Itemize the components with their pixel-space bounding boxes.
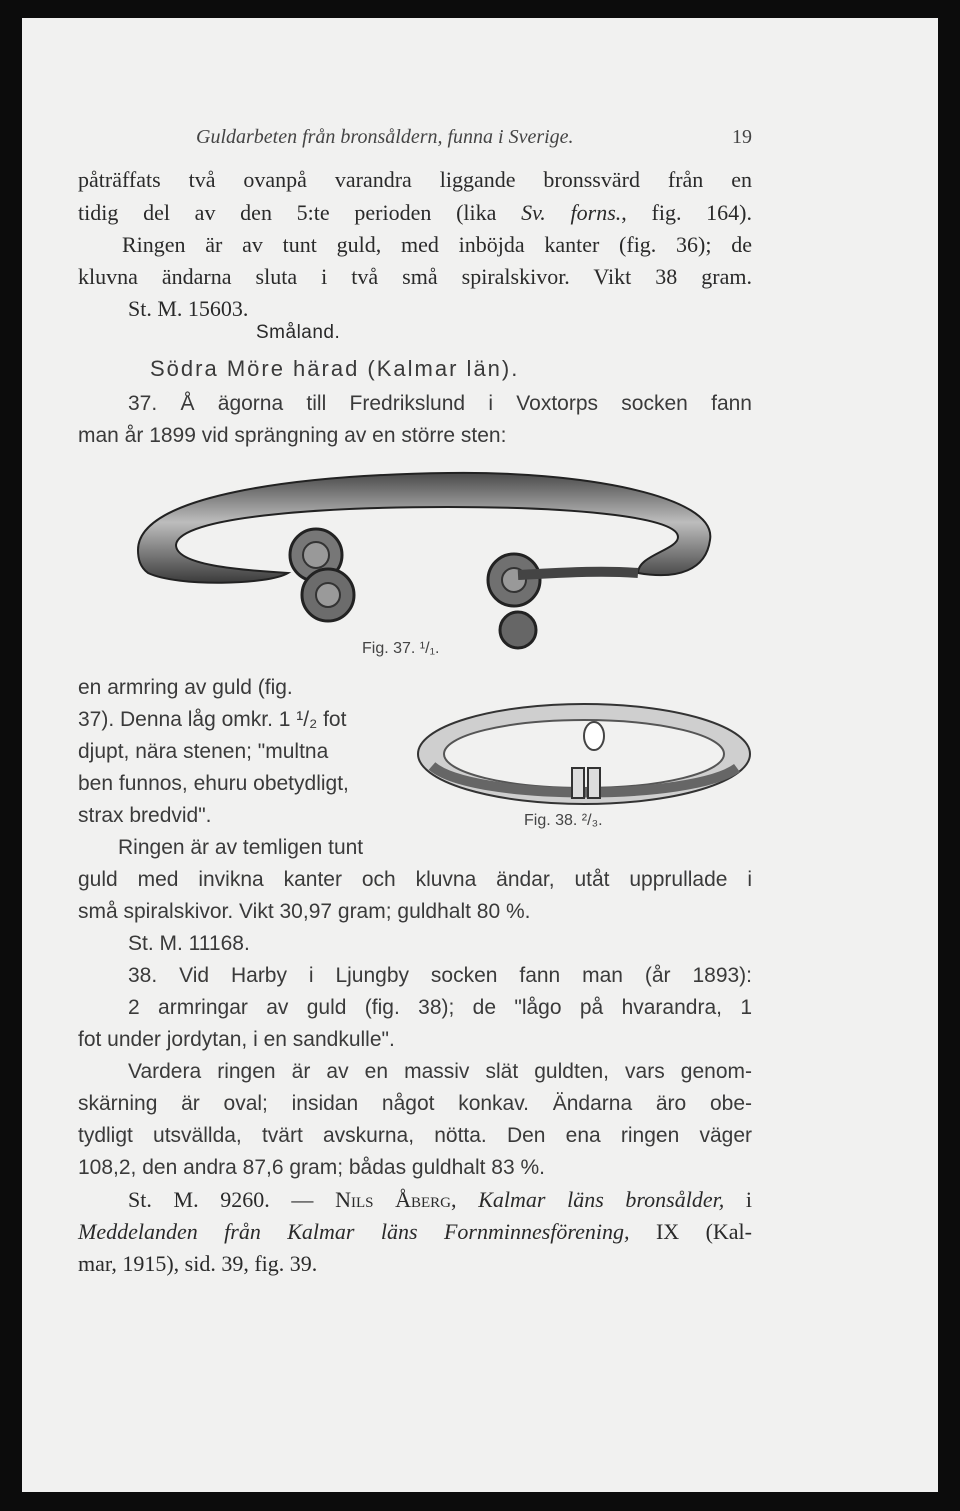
running-title: Guldarbeten från bronsåldern, funna i Sverige.	[196, 126, 574, 148]
district-heading: Södra Möre härad (Kalmar län).	[150, 356, 520, 381]
text-line: skärning är oval; insidan något konkav. Ändarna äro obe-	[78, 1092, 752, 1115]
text-line: strax bredvid".	[78, 804, 212, 827]
text-line: Ringen är av tunt guld, med inböjda kanter (fig. 36); de	[122, 232, 752, 257]
armring-figure-37	[118, 455, 738, 650]
page-number: 19	[732, 126, 752, 148]
text-fragment: tidig del av den 5:te perioden (lika	[78, 200, 522, 225]
text-line: Vardera ringen är av en massiv slät guldten, vars genom-	[128, 1060, 752, 1083]
text-line: tydligt utsvällda, tvärt avskurna, nötta. Den ena ringen väger	[78, 1124, 752, 1147]
text-line: guld med invikna kanter och kluvna ändar, utåt upprullade i	[78, 868, 752, 891]
text-line: små spiralskivor. Vikt 30,97 gram; guldhalt 80 %.	[78, 900, 531, 923]
text-line: fot under jordytan, i en sandkulle".	[78, 1028, 395, 1051]
region-heading: Småland.	[256, 322, 341, 343]
author-name: Nils Åberg	[335, 1187, 452, 1212]
reference-title: Sv. forns.	[521, 200, 622, 225]
reference-line: mar, 1915), sid. 39, fig. 39.	[78, 1251, 318, 1276]
armring-figure-38	[412, 696, 756, 820]
text-line: 2 armringar av guld (fig. 38); de "lågo på hvarandra, 1	[128, 996, 752, 1019]
figure-38-caption: Fig. 38. ²/₃.	[524, 812, 603, 829]
text-line: kluvna ändarna sluta i två små spiralskivor. Vikt 38 gram.	[78, 264, 752, 289]
text-line: St. M. 15603.	[128, 296, 249, 321]
text-line: påträffats två ovanpå varandra liggande bronssvärd från en	[78, 167, 752, 192]
text-line: 38. Vid Harby i Ljungby socken fann man (år 1893):	[128, 964, 752, 987]
reference-line	[128, 1186, 752, 1214]
text-line: en armring av guld (fig.	[78, 676, 293, 699]
figure-37-caption: Fig. 37. ¹/₁.	[362, 640, 440, 657]
text-line: Ringen är av temligen tunt	[118, 836, 364, 859]
text-fragment: ,	[451, 1187, 479, 1212]
reference-line	[78, 1218, 752, 1246]
text-line: djupt, nära stenen; "multna	[78, 740, 329, 763]
text-line: 37. Å ägorna till Fredrikslund i Voxtorps socken fann	[128, 392, 752, 415]
text-line	[78, 199, 752, 227]
reference-title: Kalmar läns bronsålder,	[478, 1187, 725, 1212]
text-fragment: , fig. 164).	[621, 200, 752, 225]
reference-title: Meddelanden från Kalmar läns Fornminnesförening,	[78, 1219, 630, 1244]
text-fragment: i	[724, 1187, 753, 1212]
running-header	[196, 124, 752, 150]
text-line: man år 1899 vid sprängning av en större sten:	[78, 424, 507, 447]
text-line: ben funnos, ehuru obetydligt,	[78, 772, 349, 795]
text-fragment: IX (Kal-	[629, 1219, 752, 1244]
text-line: 37). Denna låg omkr. 1 ¹/₂ fot	[78, 708, 347, 731]
text-line: 108,2, den andra 87,6 gram; bådas guldhalt 83 %.	[78, 1156, 546, 1179]
text-line: St. M. 11168.	[128, 932, 250, 955]
text-fragment: St. M. 9260. —	[128, 1187, 336, 1212]
